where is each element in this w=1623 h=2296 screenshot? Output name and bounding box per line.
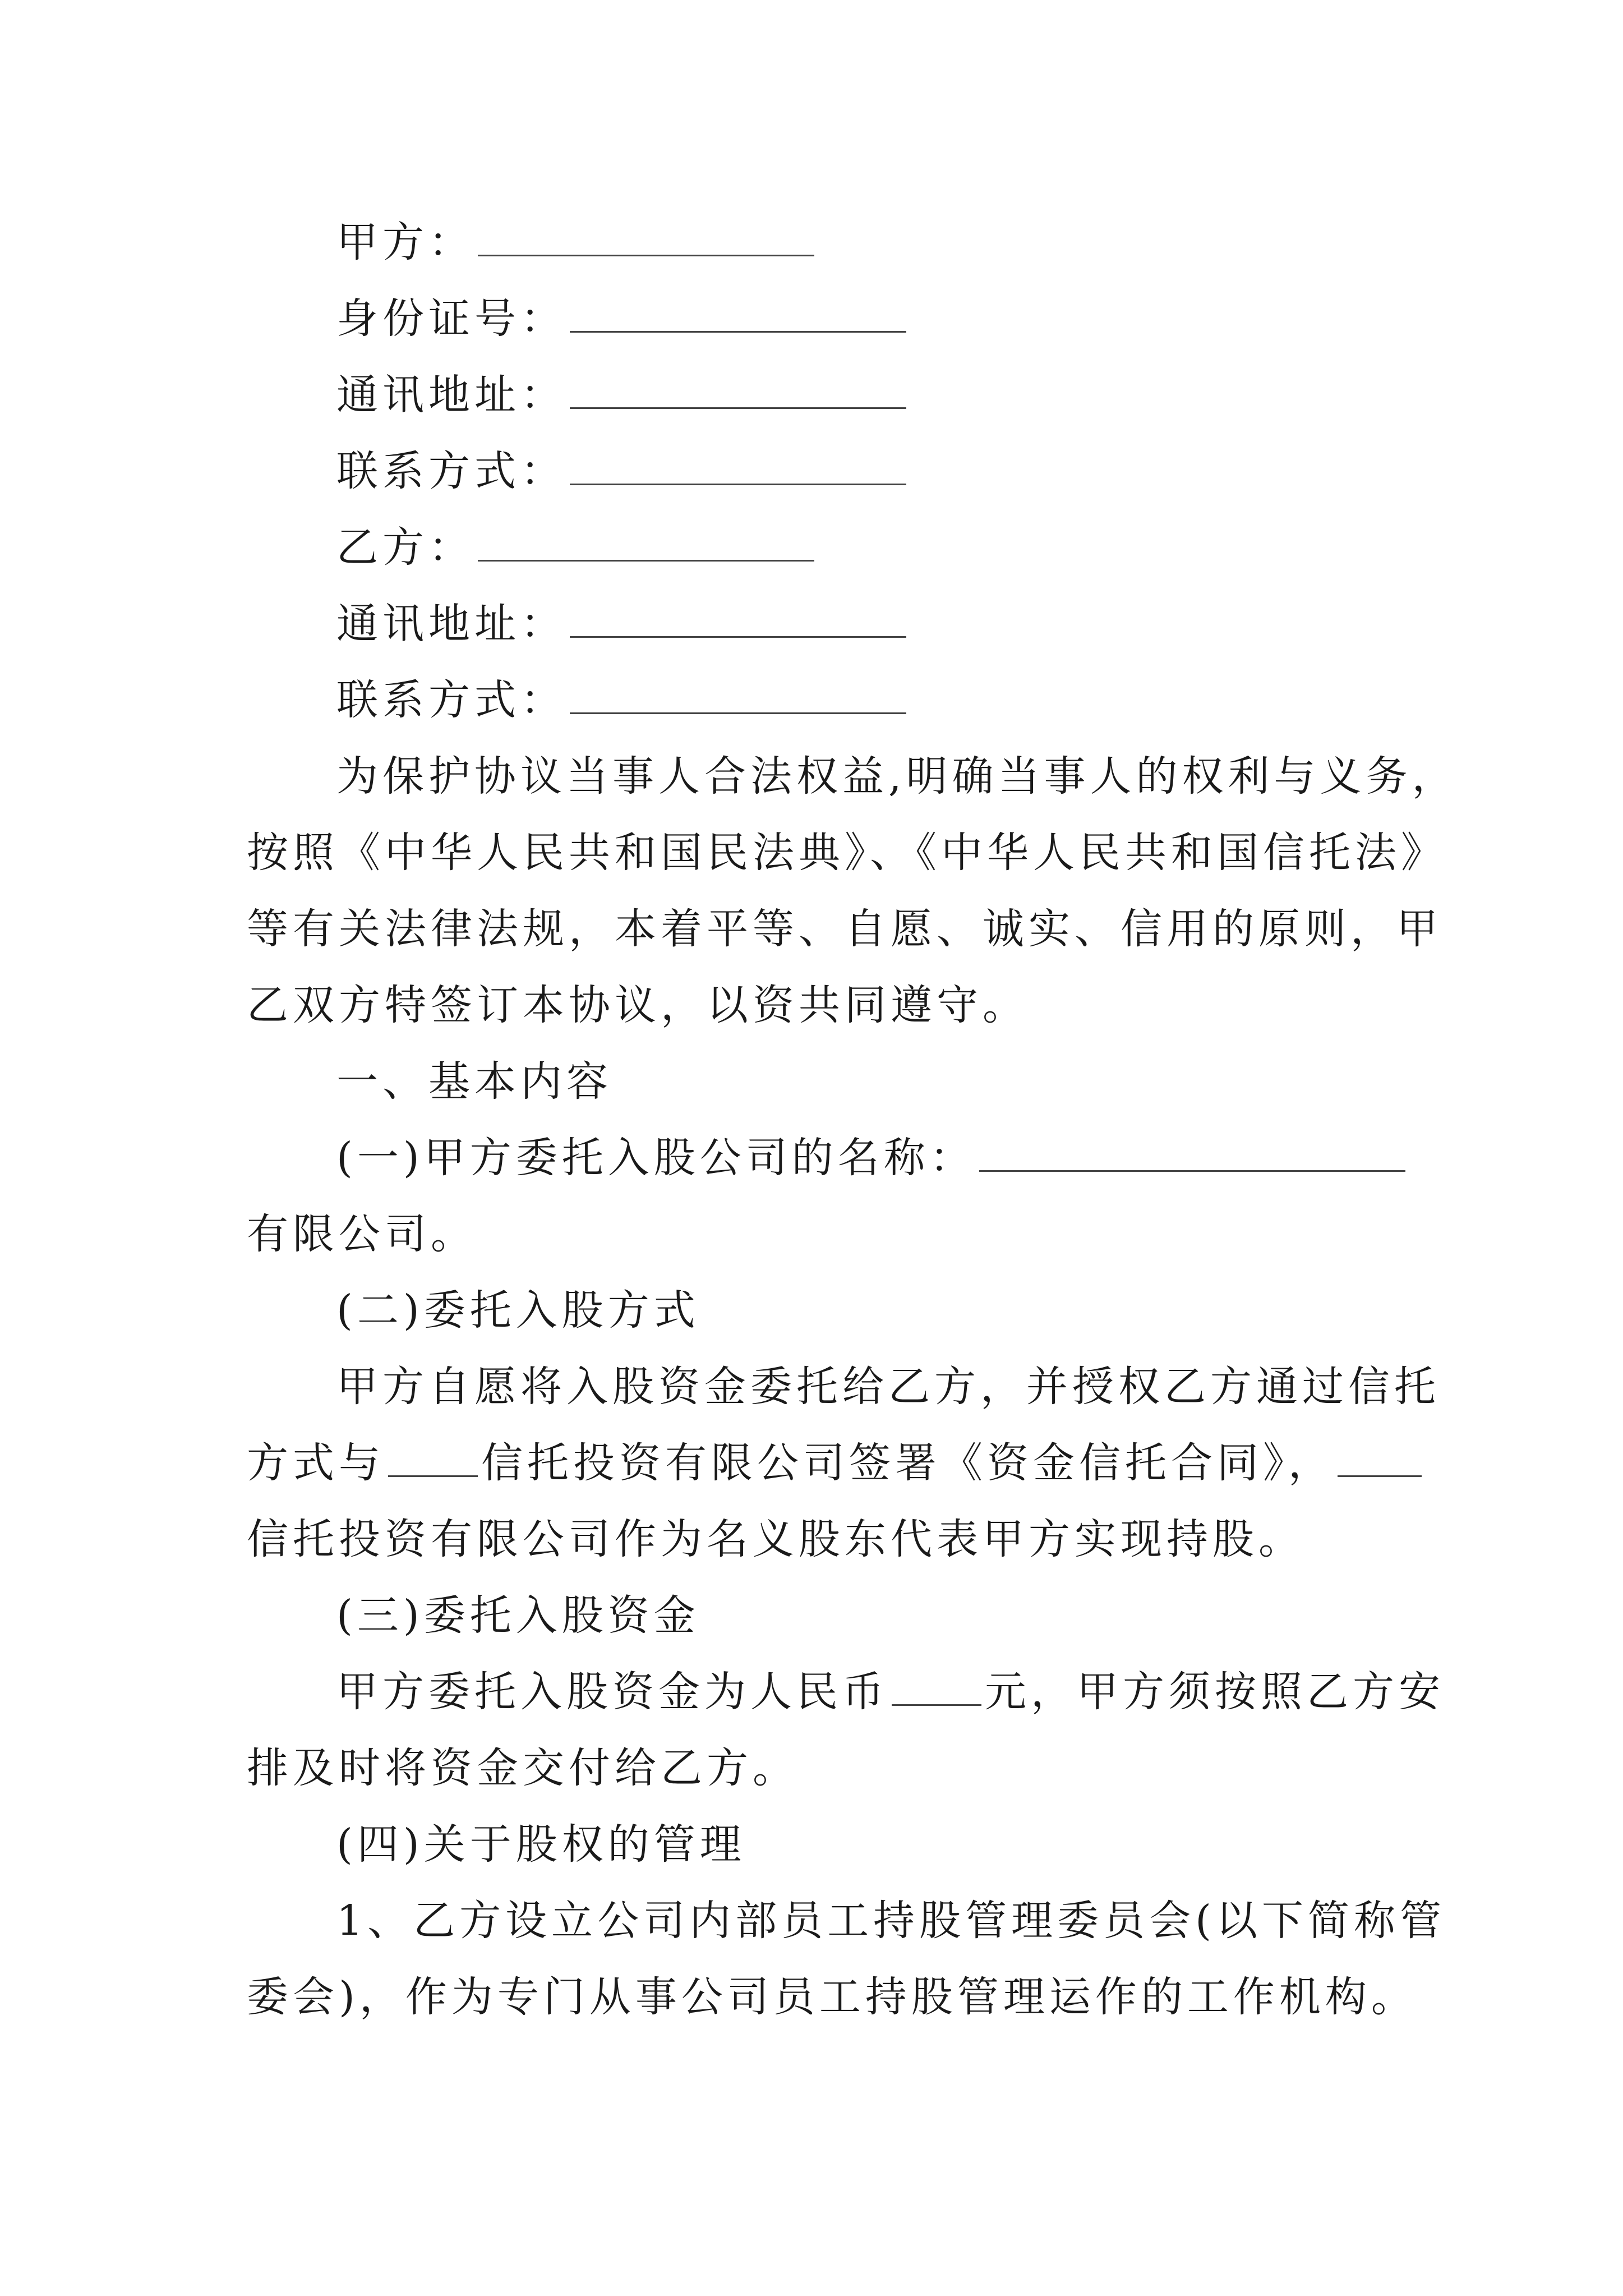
contact-b-line [336, 672, 906, 728]
party-a-blank[interactable] [478, 218, 814, 256]
item-2-para-line-2 [247, 1435, 1422, 1491]
address-a-line [336, 367, 906, 423]
address-b-line [336, 596, 906, 652]
item-2-para-line-2a: 方式与 [247, 1439, 385, 1487]
address-b-label: 通讯地址： [336, 600, 566, 648]
preamble-line-1: 为保护协议当事人合法权益,明确当事人的权利与义务， [336, 752, 1458, 800]
item-1-line-1 [336, 1130, 1405, 1186]
contact-b-label: 联系方式： [336, 676, 566, 724]
party-b-blank[interactable] [478, 523, 814, 562]
party-a-line [336, 214, 814, 270]
item-3-para-line-2: 排及时将资金交付给乙方。 [247, 1744, 799, 1792]
item-2-para-line-3: 信托投资有限公司作为名义股东代表甲方实现持股。 [247, 1515, 1304, 1563]
item-4-para-line-2: 委会)，作为专门从事公司员工持股管理运作的工作机构。 [247, 1973, 1417, 2021]
party-b-label: 乙方： [336, 523, 474, 572]
address-a-label: 通讯地址： [336, 371, 566, 419]
preamble-line-3: 等有关法律法规，本着平等、自愿、诚实、信用的原则，甲 [247, 905, 1442, 953]
party-a-label: 甲方： [336, 218, 474, 266]
id-number-label: 身份证号： [336, 295, 566, 343]
item-3-heading: (三)委托入股资金 [336, 1591, 700, 1640]
preamble-line-2: 按照《中华人民共和国民法典》、《中华人民共和国信托法》 [247, 829, 1447, 877]
item-3-para-line-1 [336, 1664, 1445, 1720]
section-1-heading: 一、基本内容 [336, 1057, 612, 1106]
address-b-blank[interactable] [570, 599, 906, 638]
item-2-para-line-2b: 信托投资有限公司签署《资金信托合同》， [481, 1439, 1334, 1487]
amount-blank[interactable] [892, 1667, 981, 1706]
item-2-para-line-1: 甲方自愿将入股资金委托给乙方，并授权乙方通过信托 [336, 1363, 1440, 1411]
contact-a-line [336, 443, 906, 499]
item-1-label: (一)甲方委托入股公司的名称： [336, 1134, 976, 1182]
contact-a-blank[interactable] [570, 447, 906, 485]
party-b-line [336, 519, 814, 576]
preamble-line-4: 乙双方特签订本协议，以资共同遵守。 [247, 981, 1029, 1029]
address-a-blank[interactable] [570, 370, 906, 409]
contact-a-label: 联系方式： [336, 447, 566, 495]
item-4-heading: (四)关于股权的管理 [336, 1820, 746, 1869]
company-name-blank[interactable] [979, 1133, 1405, 1172]
trust-company-blank-1[interactable] [388, 1438, 478, 1477]
id-number-blank[interactable] [570, 294, 906, 333]
contact-b-blank[interactable] [570, 675, 906, 714]
item-4-para-line-1: 1、乙方设立公司内部员工持股管理委员会(以下简称管 [336, 1897, 1446, 1945]
item-3-para-line-1a: 甲方委托入股资金为人民币 [336, 1668, 888, 1716]
item-3-para-line-1b: 元，甲方须按照乙方安 [985, 1668, 1445, 1716]
item-1-line-2: 有限公司。 [247, 1210, 477, 1258]
item-2-heading: (二)委托入股方式 [336, 1286, 700, 1335]
trust-company-blank-2[interactable] [1338, 1438, 1422, 1477]
id-number-line [336, 291, 906, 347]
